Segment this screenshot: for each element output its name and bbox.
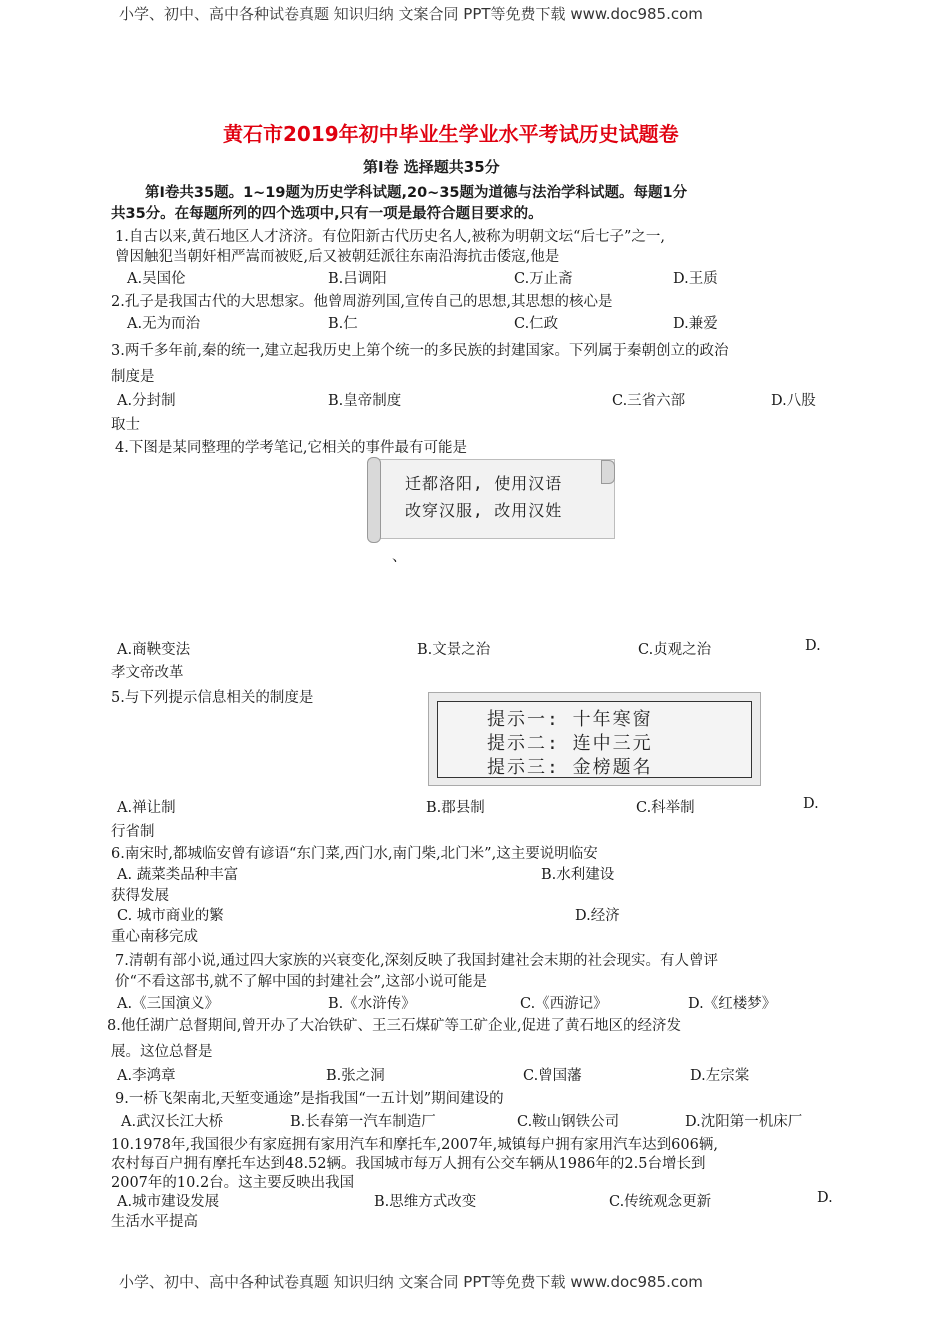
q10-option-d-cont: 生活水平提高 (111, 1214, 198, 1230)
q3-stem-2: 制度是 (111, 369, 155, 385)
q9-stem: 9.一桥飞架南北,天堑变通途”是指我国“一五计划”期间建设的 (115, 1091, 504, 1107)
q4-option-d: D. (805, 638, 821, 654)
q7-option-c: C.《西游记》 (520, 996, 608, 1012)
q2-option-a: A.无为而治 (127, 316, 201, 332)
q10-stem-2: 农村每百户拥有摩托车达到48.52辆。我国城市每万人拥有公交车辆从1986年的2.5台增长到 (111, 1156, 706, 1172)
q5-option-d: D. (803, 796, 819, 812)
q5-option-b: B.郡县制 (426, 800, 485, 816)
q7-option-b: B.《水浒传》 (328, 996, 416, 1012)
q5-option-d-cont: 行省制 (111, 824, 155, 840)
q3-option-c: C.三省六部 (612, 393, 686, 409)
q5-option-c: C.科举制 (636, 800, 695, 816)
exam-title: 黄石市2019年初中毕业生学业水平考试历史试题卷 (223, 122, 679, 146)
q4-option-c: C.贞观之治 (638, 642, 712, 658)
q10-option-c: C.传统观念更新 (609, 1194, 712, 1210)
q4-option-d-cont: 孝文帝改革 (111, 665, 184, 681)
q7-option-d: D.《红楼梦》 (688, 996, 777, 1012)
scroll-line-1: 迁都洛阳, 使用汉语 (405, 474, 563, 493)
q1-stem-1: 1.自古以来,黄石地区人才济济。有位阳新古代历史名人,被称为明朝文坛“后七子”之一, (115, 229, 665, 245)
scroll-line-2: 改穿汉服, 改用汉姓 (405, 501, 563, 520)
q6-option-b-cont: 获得发展 (111, 888, 169, 904)
study-note-scroll (368, 459, 615, 539)
q9-option-d: D.沈阳第一机床厂 (685, 1114, 803, 1130)
q4-option-b: B.文景之治 (417, 642, 491, 658)
q10-option-a: A.城市建设发展 (117, 1194, 220, 1210)
q4-stem: 4.下图是某同整理的学考笔记,它相关的事件最有可能是 (115, 440, 467, 456)
q5-stem: 5.与下列提示信息相关的制度是 (111, 690, 314, 706)
q3-option-b: B.皇帝制度 (328, 393, 402, 409)
q6-stem: 6.南宋时,都城临安曾有谚语“东门菜,西门水,南门柴,北门米”,这主要说明临安 (111, 846, 598, 862)
q7-stem-1: 7.清朝有部小说,通过四大家族的兴衰变化,深刻反映了我国封建社会末期的社会现实。有人曾评 (115, 953, 719, 969)
section-title: 第Ⅰ卷 选择题共35分 (363, 158, 500, 176)
page-footer: 小学、初中、高中各种试卷真题 知识归纳 文案合同 PPT等免费下载 www.doc985.com (119, 1273, 703, 1291)
q10-option-d: D. (817, 1190, 833, 1206)
q8-option-b: B.张之洞 (326, 1068, 385, 1084)
q3-option-a: A.分封制 (117, 393, 176, 409)
q10-option-b: B.思维方式改变 (374, 1194, 477, 1210)
q9-option-c: C.鞍山钢铁公司 (517, 1114, 620, 1130)
q1-option-a: A.吴国伦 (127, 271, 186, 287)
instructions-line-2: 共35分。在每题所列的四个选项中,只有一项是最符合题目要求的。 (111, 206, 543, 222)
q2-option-c: C.仁政 (514, 316, 559, 332)
q6-option-b: B.水利建设 (541, 867, 615, 883)
q10-stem-3: 2007年的10.2台。这主要反映出我国 (111, 1175, 355, 1191)
q1-stem-2: 曾因触犯当朝奸相严嵩而被贬,后又被朝廷派往东南沿海抗击倭寇,他是 (115, 249, 560, 265)
hint-box (428, 692, 761, 786)
q2-stem: 2.孔子是我国古代的大思想家。他曾周游列国,宣传自己的思想,其思想的核心是 (111, 294, 613, 310)
q8-option-c: C.曾国藩 (523, 1068, 582, 1084)
q5-option-a: A.禅让制 (117, 800, 176, 816)
q1-option-b: B.吕调阳 (328, 271, 387, 287)
q8-option-a: A.李鸿章 (117, 1068, 176, 1084)
q4-option-a: A.商鞅变法 (117, 642, 191, 658)
q9-option-b: B.长春第一汽车制造厂 (290, 1114, 436, 1130)
q3-stem-1: 3.两千多年前,秦的统一,建立起我历史上第个统一的多民族的封建国家。下列属于秦朝创立的政治 (111, 343, 729, 359)
q6-option-c: C. 城市商业的繁 (117, 908, 224, 924)
q2-option-b: B.仁 (328, 316, 358, 332)
q8-option-d: D.左宗棠 (690, 1068, 750, 1084)
q7-stem-2: 价“不看这部书,就不了解中国的封建社会”,这部小说可能是 (115, 974, 488, 990)
q9-option-a: A.武汉长江大桥 (121, 1114, 224, 1130)
q10-stem-1: 10.1978年,我国很少有家庭拥有家用汽车和摩托车,2007年,城镇每户拥有家用汽车达到606辆, (111, 1137, 718, 1153)
q7-option-a: A.《三国演义》 (117, 996, 220, 1012)
instructions-line-1: 第Ⅰ卷共35题。1~19题为历史学科试题,20~35题为道德与法治学科试题。每题1分 (145, 185, 688, 201)
scroll-curl-right (601, 460, 615, 484)
hint-line-1: 提示一: 十年寒窗 (487, 709, 653, 730)
q1-option-c: C.万止斋 (514, 271, 573, 287)
hint-line-2: 提示二: 连中三元 (487, 733, 653, 754)
q1-option-d: D.王质 (673, 271, 718, 287)
q8-stem-1: 8.他任湖广总督期间,曾开办了大冶铁矿、王三石煤矿等工矿企业,促进了黄石地区的经济发 (107, 1018, 682, 1034)
q3-option-d-cont: 取士 (111, 417, 140, 433)
q2-option-d: D.兼爱 (673, 316, 718, 332)
hint-line-3: 提示三: 金榜题名 (487, 757, 653, 778)
q3-option-d: D.八股 (771, 393, 816, 409)
page-header: 小学、初中、高中各种试卷真题 知识归纳 文案合同 PPT等免费下载 www.doc985.com (119, 5, 703, 23)
q6-option-a: A. 蔬菜类品种丰富 (117, 867, 239, 883)
q6-option-d-cont: 重心南移完成 (111, 929, 198, 945)
scroll-curl-left (367, 457, 381, 543)
q4-stray-mark: 、 (392, 549, 407, 565)
q8-stem-2: 展。这位总督是 (111, 1044, 213, 1060)
q6-option-d: D.经济 (575, 908, 620, 924)
